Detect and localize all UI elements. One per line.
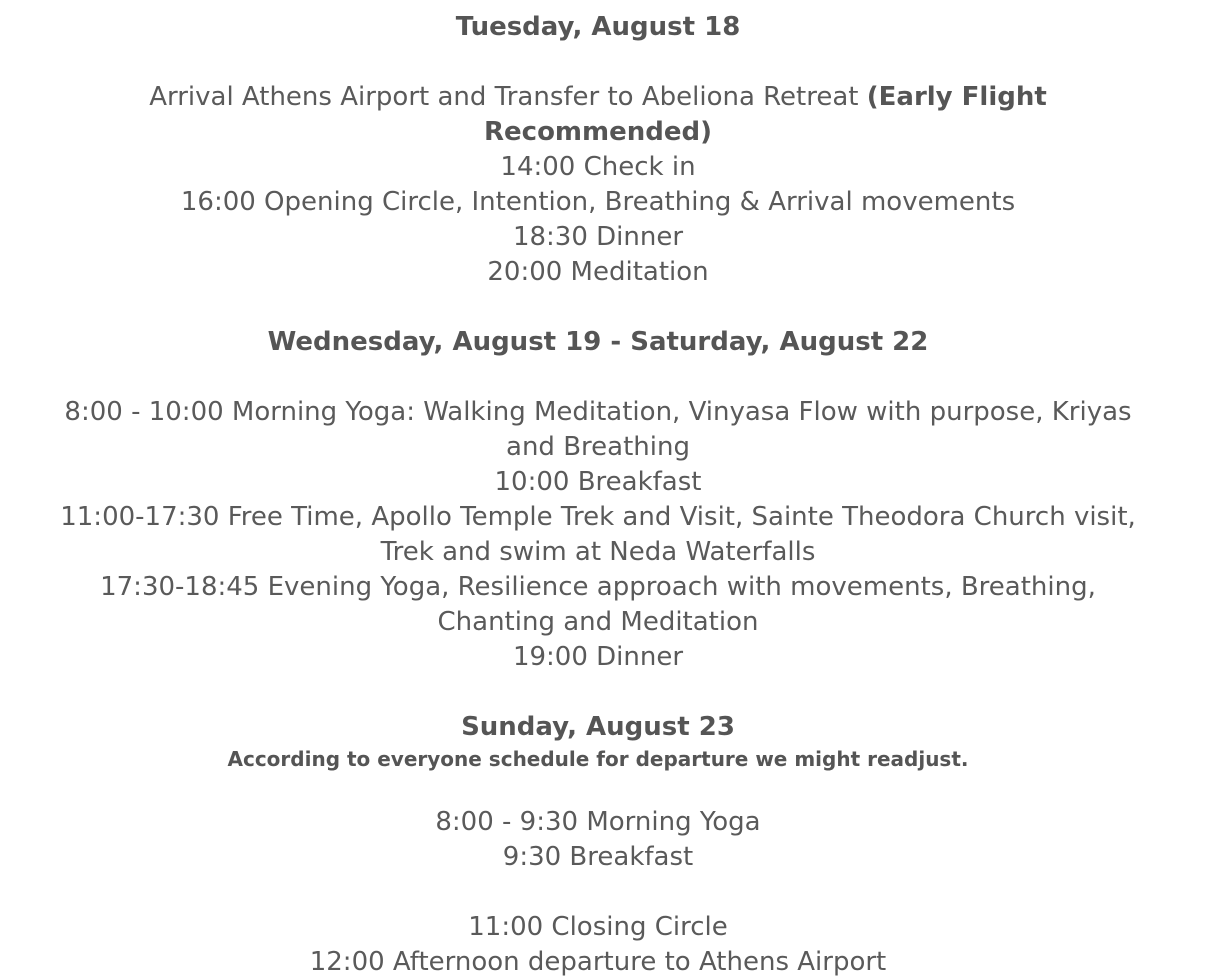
- arrival-text: Arrival Athens Airport and Transfer to Abeliona Retreat: [149, 82, 859, 112]
- spacer: [0, 875, 1196, 910]
- schedule-item-arrival: [0, 80, 1196, 150]
- schedule-item: 18:30 Dinner: [512, 222, 684, 252]
- day-section-sunday: [0, 710, 1196, 980]
- schedule-item: 14:00 Check in: [500, 152, 696, 182]
- schedule-item: 8:00 - 10:00 Morning Yoga: Walking Meditation, Vinyasa Flow with purpose, Kriyas and Breathing: [64, 397, 1132, 462]
- spacer: [0, 45, 1196, 80]
- schedule-item: 20:00 Meditation: [487, 257, 709, 287]
- schedule-item: 12:00 Afternoon departure to Athens Airport: [309, 947, 887, 977]
- schedule-item: 11:00 Closing Circle: [468, 912, 728, 942]
- day-section-wed-sat: [0, 325, 1196, 675]
- day-heading: Sunday, August 23: [461, 712, 735, 742]
- spacer: [0, 773, 1196, 805]
- schedule-item: 10:00 Breakfast: [494, 467, 702, 497]
- day-heading: Tuesday, August 18: [455, 12, 741, 42]
- schedule-item: 9:30 Breakfast: [502, 842, 694, 872]
- spacer: [0, 360, 1196, 395]
- arrival-note: (Early Flight Recommended): [484, 82, 1047, 147]
- schedule-item: 8:00 - 9:30 Morning Yoga: [435, 807, 761, 837]
- schedule-item: 11:00-17:30 Free Time, Apollo Temple Trek and Visit, Sainte Theodora Church visit, Trek and swim at Neda Waterfalls: [60, 502, 1136, 567]
- departure-note: According to everyone schedule for departure we might readjust.: [227, 747, 969, 771]
- schedule-item: 17:30-18:45 Evening Yoga, Resilience approach with movements, Breathing, Chanting and Meditation: [100, 572, 1096, 637]
- schedule-content: [0, 10, 1196, 980]
- spacer: [0, 290, 1196, 325]
- spacer: [0, 675, 1196, 710]
- day-heading: Wednesday, August 19 - Saturday, August 22: [267, 327, 929, 357]
- schedule-item: 16:00 Opening Circle, Intention, Breathing & Arrival movements: [180, 187, 1016, 217]
- day-section-tuesday: [0, 10, 1196, 290]
- schedule-item: 19:00 Dinner: [512, 642, 684, 672]
